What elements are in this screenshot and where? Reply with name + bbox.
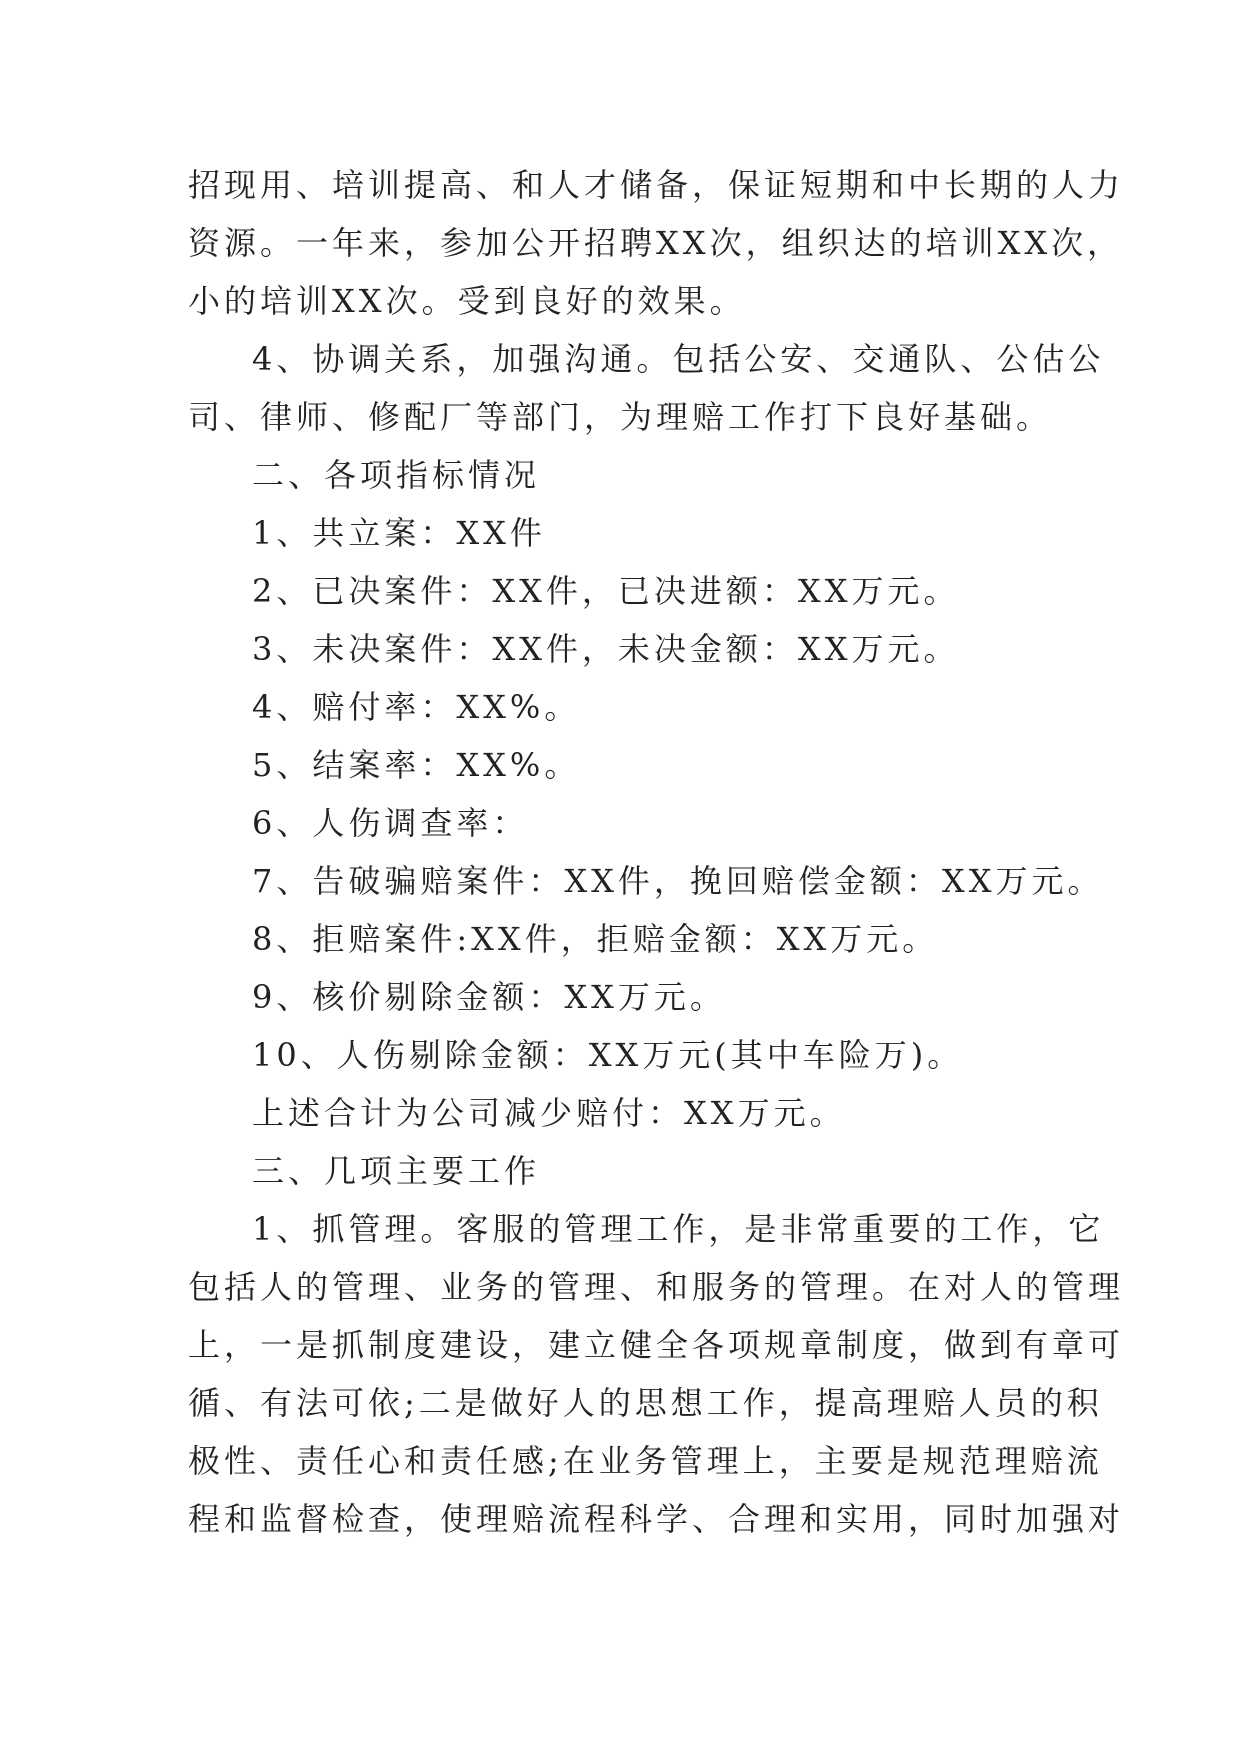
- list-item: 7、告破骗赔案件：XX件，挽回赔偿金额：XX万元。: [252, 862, 1104, 900]
- text-line: 循、有法可依;二是做好人的思想工作，提高理赔人员的积: [188, 1384, 1103, 1422]
- list-item: 8、拒赔案件:XX件，拒赔金额：XX万元。: [252, 920, 939, 958]
- text-line: 上，一是抓制度建设，建立健全各项规章制度，做到有章可: [188, 1326, 1125, 1364]
- section-heading: 三、几项主要工作: [252, 1152, 541, 1190]
- section-heading: 二、各项指标情况: [252, 456, 541, 494]
- summary-line: 上述合计为公司减少赔付：XX万元。: [252, 1094, 846, 1132]
- text-line: 极性、责任心和责任感;在业务管理上，主要是规范理赔流: [188, 1442, 1103, 1480]
- list-item: 9、核价剔除金额：XX万元。: [252, 978, 726, 1016]
- text-line: 1、抓管理。客服的管理工作，是非常重要的工作，它: [252, 1210, 1105, 1248]
- list-item: 4、赔付率：XX%。: [252, 688, 581, 726]
- text-line: 程和监督检查，使理赔流程科学、合理和实用，同时加强对: [188, 1500, 1125, 1538]
- list-item: 2、已决案件：XX件，已决进额：XX万元。: [252, 572, 960, 610]
- list-item: 1、共立案：XX件: [252, 514, 546, 552]
- list-item: 3、未决案件：XX件，未决金额：XX万元。: [252, 630, 960, 668]
- list-item: 10、人伤剔除金额：XX万元(其中车险万)。: [252, 1036, 964, 1074]
- text-line: 资源。一年来，参加公开招聘XX次，组织达的培训XX次，: [188, 224, 1124, 262]
- document-body: [188, 156, 1125, 1548]
- text-line: 包括人的管理、业务的管理、和服务的管理。在对人的管理: [188, 1268, 1125, 1306]
- text-line: 4、协调关系，加强沟通。包括公安、交通队、公估公: [252, 340, 1105, 378]
- text-line: 招现用、培训提高、和人才储备，保证短期和中长期的人力: [188, 166, 1125, 204]
- text-line: 小的培训XX次。受到良好的效果。: [188, 282, 746, 320]
- list-item: 5、结案率：XX%。: [252, 746, 581, 784]
- text-line: 司、律师、修配厂等部门，为理赔工作打下良好基础。: [188, 398, 1053, 436]
- list-item: 6、人伤调查率：: [252, 804, 529, 842]
